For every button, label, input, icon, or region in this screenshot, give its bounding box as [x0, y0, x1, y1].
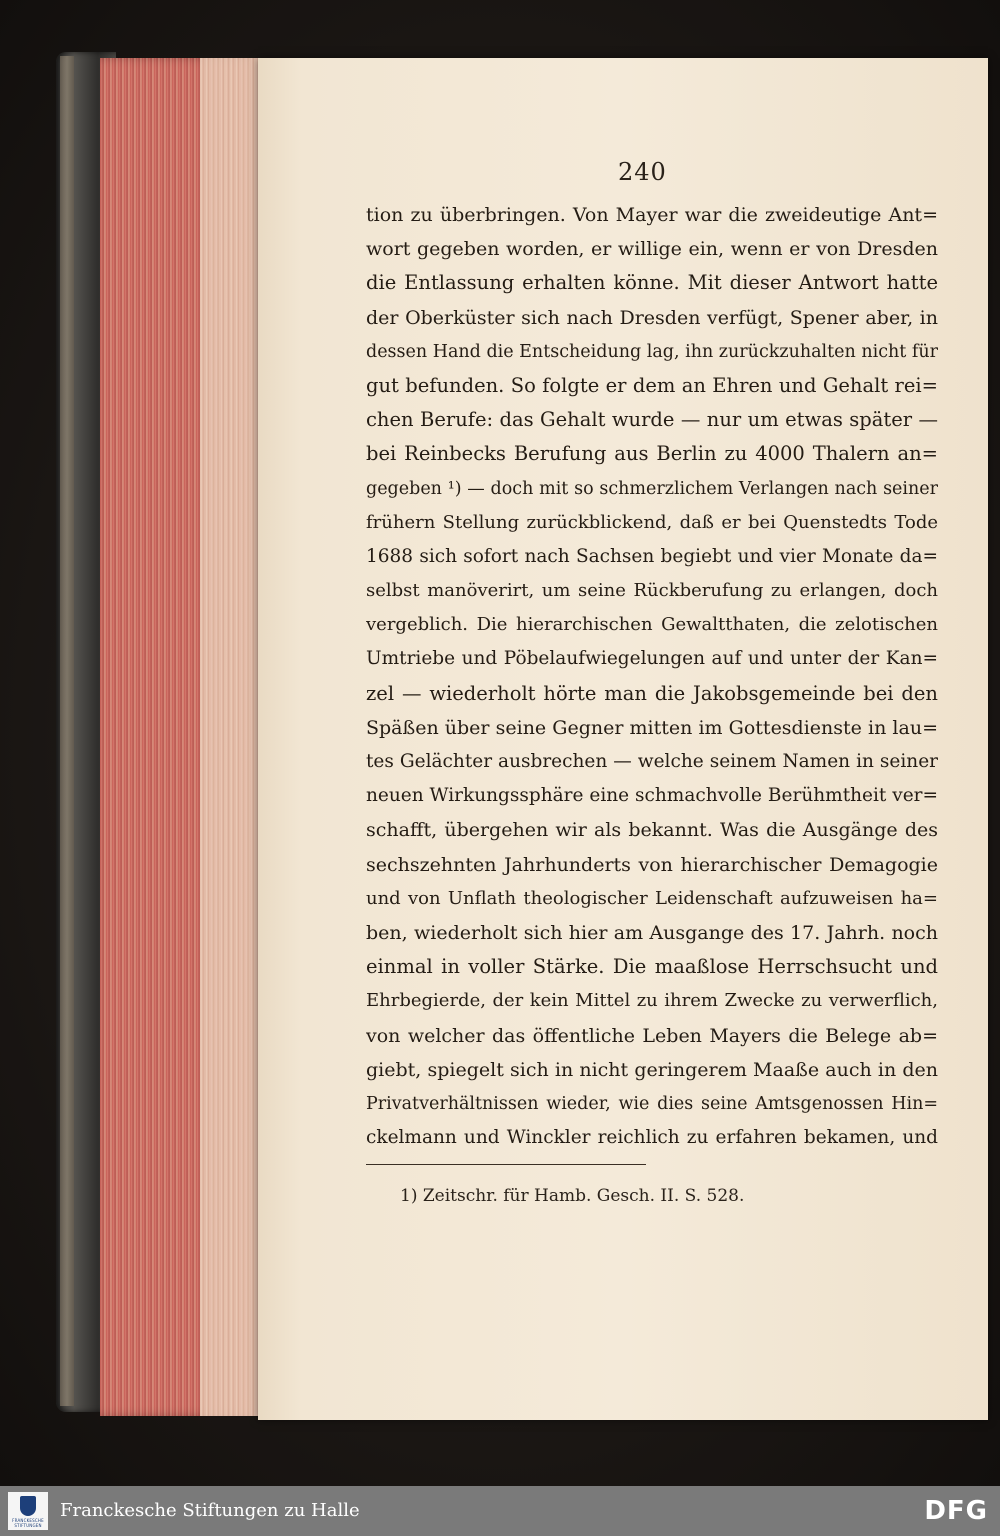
book-cover-edge	[60, 56, 74, 1406]
text-line: ben, wiederholt sich hier am Ausgange des 17. Jahrh. noch	[366, 921, 938, 944]
footer-bar	[0, 1486, 1000, 1536]
text-line: Umtriebe und Pöbelaufwiegelungen auf und unter der Kan=	[366, 648, 938, 670]
text-line: chen Berufe: das Gehalt wurde — nur um etwas später —	[366, 408, 938, 432]
text-line: einmal in voller Stärke. Die maaßlose Herrschsucht und	[366, 955, 938, 979]
text-line: sechszehnten Jahrhunderts von hierarchischer Demagogie	[366, 853, 938, 876]
page-edges	[100, 58, 260, 1416]
text-line: 1688 sich sofort nach Sachsen begiebt und vier Monate da=	[366, 545, 938, 567]
text-line: gegeben ¹) — doch mit so schmerzlichem Verlangen nach seiner	[366, 478, 938, 499]
text-line: tion zu überbringen. Von Mayer war die zweideutige Ant=	[366, 204, 938, 226]
page-text	[366, 198, 938, 1155]
text-line: selbst manöverirt, um seine Rückberufung zu erlangen, doch	[366, 580, 938, 602]
book-page: 240 tion zu überbringen. Von Mayer war die zweideutige Ant= wort gegeben worden, er willige ein, wenn er von Dresden die Entlassung erhalten könne. Mit dieser Antwort hatte der Oberküster sich nach Dresden verfügt, Spener aber, in dessen Hand die Entscheidung lag, ihn zurückzuhalten nicht für gut befunden. So folgte er dem an Ehren und Gehalt rei= chen Berufe: das Gehalt wurde — nur um etwas später — bei Reinbecks Berufung aus Berlin zu 4000 Thalern an= gegeben ¹) — doch mit so schmerzlichem Verlangen nach seiner frühern Stellung zurückblickend, daß er bei Quenstedts Tode 1688 sich sofort nach Sachsen begiebt und vier Monate da= selbst manöverirt, um seine Rückberufung zu erlangen, doch vergeblich. Die hierarchischen Gewaltthaten, die zelotischen Umtriebe und Pöbelaufwiegelungen auf und unter der Kan= zel — wiederholt hörte man die Jakobsgemeinde bei den Späßen über seine Gegner mitten im Gottesdienste in lau= tes Gelächter ausbrechen — welche seinem Namen in seiner neuen Wirkungssphäre eine schmachvolle Berühmtheit ver= schafft, übergehen wir als bekannt. Was die Ausgänge des sechszehnten Jahrhunderts von hierarchischer Demagogie und von Unflath theologischer Leidenschaft aufzuweisen ha= ben, wiederholt sich hier am Ausgange des 17. Jahrh. noch einmal in voller Stärke. Die maaßlose Herrschsucht und Ehrbegierde, der kein Mittel zu ihrem Zwecke zu verwerflich, von welcher das öffentliche Leben Mayers die Belege ab= giebt, spiegelt sich in nicht geringerem Maaße auch in den Privatverhältnissen wieder, wie dies seine Amtsgenossen Hin= ckelmann und Winckler reichlich zu erfahren bekamen, und 1) Zeitschr. für Hamb. Gesch. II. S. 528.	[258, 58, 988, 1420]
text-line: tes Gelächter ausbrechen — welche seinem Namen in seiner	[366, 751, 938, 772]
text-line: Ehrbegierde, der kein Mittel zu ihrem Zwecke zu verwerflich,	[366, 990, 938, 1012]
text-line: neuen Wirkungssphäre eine schmachvolle Berühmtheit ver=	[366, 785, 938, 807]
text-line: zel — wiederholt hörte man die Jakobsgemeinde bei den	[366, 681, 938, 705]
text-line: Späßen über seine Gegner mitten im Gottesdienste in lau=	[366, 716, 938, 739]
text-line: schafft, übergehen wir als bekannt. Was die Ausgänge des	[366, 819, 938, 842]
text-line: und von Unflath theologischer Leidenschaft aufzuweisen ha=	[366, 887, 938, 909]
text-line: der Oberküster sich nach Dresden verfügt, Spener aber, in	[366, 306, 938, 329]
text-line: Privatverhältnissen wieder, wie dies seine Amtsgenossen Hin=	[366, 1093, 938, 1114]
text-line: wort gegeben worden, er willige ein, wenn er von Dresden	[366, 238, 938, 261]
dfg-logo[interactable]: DFG	[924, 1496, 988, 1526]
text-line: vergeblich. Die hierarchischen Gewaltthaten, die zelotischen	[366, 614, 938, 636]
text-line: giebt, spiegelt sich in nicht geringerem Maaße auch in den	[366, 1058, 938, 1081]
crest-icon	[20, 1496, 36, 1516]
text-line: frühern Stellung zurückblickend, daß er bei Quenstedts Tode	[366, 511, 938, 533]
text-line: ckelmann und Winckler reichlich zu erfahren bekamen, und	[366, 1127, 938, 1149]
text-line: gut befunden. So folgte er dem an Ehren und Gehalt rei=	[366, 373, 938, 397]
logo-caption: FRANCKESCHE STIFTUNGEN	[12, 1518, 44, 1528]
institution-name[interactable]: Franckesche Stiftungen zu Halle	[60, 1500, 360, 1521]
institution-logo[interactable]	[8, 1492, 48, 1530]
text-line: von welcher das öffentliche Leben Mayers die Belege ab=	[366, 1024, 938, 1047]
footnote-rule	[366, 1164, 646, 1165]
text-line: die Entlassung erhalten könne. Mit dieser Antwort hatte	[366, 271, 938, 295]
text-line: bei Reinbecks Berufung aus Berlin zu 4000 Thalern an=	[366, 442, 938, 466]
footnote: 1) Zeitschr. für Hamb. Gesch. II. S. 528.	[400, 1186, 745, 1206]
text-line: dessen Hand die Entscheidung lag, ihn zurückzuhalten nicht für	[366, 341, 938, 362]
